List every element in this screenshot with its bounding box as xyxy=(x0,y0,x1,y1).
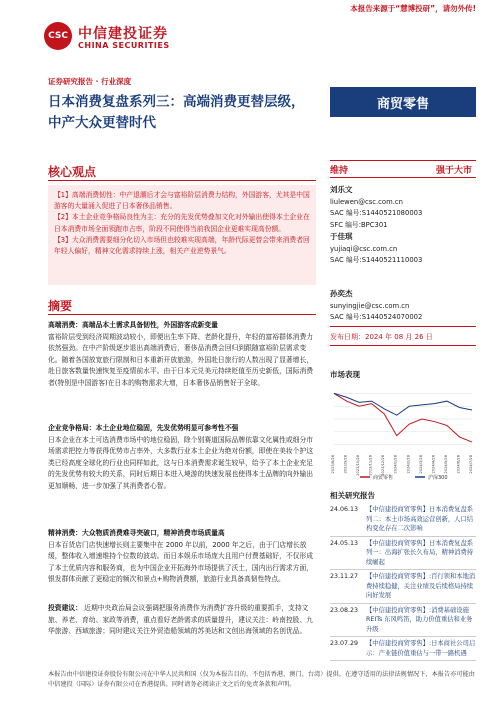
key-points-box xyxy=(48,185,316,285)
analyst-email[interactable]: liulewen@csc.com.cn xyxy=(330,197,403,206)
analyst-name: 刘乐文 xyxy=(330,185,353,194)
summary-paragraph: 精神消费：大众物质消费难寻突破口，精神消费市场质量高 日本百货店门店快速增长则主要集中在 2000 年以前，2000 年之后，由于门店增长放缓，整体收入增速维持个位数的波动。而日本娱乐市场庞大且用户付费基础好，不仅形成了本土优质内容和服务商，也为中国企业开拓海外市场提供了沃土，国内出行需求方面，银发群体贡献了更稳定的频次和景点+购物消费额，旅游行业具备高韧性特点。 xyxy=(48,529,314,584)
x-tick-label: 2023/8/28 xyxy=(331,455,335,474)
x-tick-label: 2023/12/28 xyxy=(381,455,386,476)
rating-value: 强于大市 xyxy=(435,166,472,176)
summary-lead: 投资建议： xyxy=(48,604,82,612)
analyst-block: 刘乐文 liulewen@csc.com.cn SAC 编号:S1440521080003 SFC 编号:BPC301 于佳琪 yujiaqi@csc.com.cn SAC 编号:S1440521110003 xyxy=(330,185,423,264)
analyst-name: 于佳琪 xyxy=(330,232,353,241)
related-row[interactable]: 23.08.23 【中信建投商贸零售】:消费基础设施 REITs 东风鸣笛，助力价值重估和业务升级 xyxy=(330,604,476,638)
key-points-heading: 核心观点 xyxy=(48,165,97,179)
divider xyxy=(48,314,316,315)
x-tick-label: 2023/11/28 xyxy=(368,455,373,476)
legend-label: 沪深300 xyxy=(428,475,448,481)
rating-label: 维持 xyxy=(330,166,349,176)
sector-label: 商贸零售 xyxy=(330,87,476,117)
related-table xyxy=(330,503,476,661)
rating-row xyxy=(330,160,476,178)
footer-disclaimer: 本报告由中信建投证券股份有限公司在中华人民共和国（仅为本报告目的，不包括香港、澳门、台湾）提供。在遵守适用的法律法规情况下，本报告亦可能由中信建投（国际）证券有限公司在香港提供。同时请务必阅读正文之后的免责条款和声明。 xyxy=(48,671,475,688)
x-tick-label: 2023/10/28 xyxy=(356,455,361,476)
x-tick-label: 2024/1/28 xyxy=(393,455,398,474)
summary-lead: 精神消费：大众物质消费难寻突破口，精神消费市场质量高 xyxy=(48,529,225,537)
x-tick-label: 2024/6/28 xyxy=(456,455,461,474)
chart-title: 市场表现 xyxy=(330,370,360,379)
analyst-email[interactable]: yujiaqi@csc.com.cn xyxy=(330,244,398,253)
legend-label: 商贸零售 xyxy=(373,475,394,481)
report-series: 证券研究报告 · 行业深度 xyxy=(48,77,132,86)
divider xyxy=(330,326,476,327)
related-title: 相关研究报告 xyxy=(330,491,375,500)
divider xyxy=(330,345,476,346)
summary-lead: 高端消费：高端品本土需求具备韧性，外国游客成新变量 xyxy=(48,321,218,329)
key-point: 【3】大众消费需要细分化切入市场但也较难实现高端，年龄代际更替会带来消费者回年轻人偏好，精神文化需求持续上涨，相关产业逆势景气。 xyxy=(54,235,310,256)
summary-paragraph: 投资建议： 近期中央政治局会议强调把服务消费作为消费扩容升级的重要抓手，支持文旅、养老、育幼、家政等消费，重点看好老龄需求的质量提升，建议关注：岭南控股、九华旅游、西域旅游；同时建议关注外贸造船领域的苏美达和文创出海领域的名创优品。 xyxy=(48,604,314,636)
market-chart xyxy=(330,381,476,481)
company-logo-icon: CSC xyxy=(44,22,72,50)
related-row[interactable]: 24.06.13 【中信建投商贸零售】日本消费复盘系列二：本土市场高效运营创新，人口结构变化存在二次影响 xyxy=(330,503,476,537)
x-tick-label: 2024/7/28 xyxy=(469,455,473,474)
analyst-block: 孙奕杰 sunyingjie@csc.com.cn SAC 编号:S1440524070002 xyxy=(330,289,423,321)
publish-date: 发布日期：2024 年 08 月 26 日 xyxy=(330,333,433,341)
summary-paragraph: 高端消费：高端品本土需求具备韧性，外国游客成新变量 富裕阶层受到经济周期波动较小，即便出生率下降、老龄化提升，年轻的富裕群体消费力依然强劲。在中产阶级逐步退出高端消费后，奢侈品消费会回归到跟随富裕阶层需求变化。随着各国放宽旅行限制和日本重新开放旅游，外国赴日旅行的人数出现了显著增长，赴日旅客数量快速恢复至疫情前水平。由于日本元兑美元持续贬值至历史新低，国际消费者(特别是中国游客)在日本的购物需求大增，日本奢侈品销售好于全球。 xyxy=(48,321,314,387)
divider xyxy=(48,180,316,181)
x-tick-label: 2024/4/28 xyxy=(431,455,436,474)
key-point: 【1】高端消费韧性：中产退潮后才会与富裕阶层消费力结构，外国游客，尤其是中国游客的大量涌入促进了日本奢侈品销售。 xyxy=(54,191,310,211)
summary-lead: 企业竞争格局：本土企业地位稳固，先发优势明显可参考性不强 xyxy=(48,424,239,432)
related-row[interactable]: 23.07.29 【中信建投商贸零售】:日本商社公司启示：产业链价值重估与一带一路机遇 xyxy=(330,637,476,661)
related-row[interactable]: 23.11.27 【中信建投商贸零售】:百行领和本地消费持续稳健，关注业绩及后续格局持续向好发展 xyxy=(330,570,476,604)
key-point: 【2】本土企业竞争格局良性为主：充分的先发优势叠加文化对外输出使得本土企业在日本消费市场全面领跑市占率，阶段不同使得当前我国企业更难实现高份额。 xyxy=(54,213,310,233)
x-tick-label: 2024/5/28 xyxy=(443,455,448,474)
summary-paragraph: 企业竞争格局：本土企业地位稳固，先发优势明显可参考性不强 日本企业在本土可选消费市场中的地位稳固，除个别赛道国际品牌依靠文化属性或细分市场需求把控力等获得优势市占率外，大多数行业本土企业为绝对份额，即使在美妆个护这类已经高度全球化的行业也同样如此，这与日本消费需求诞生较早，给予了本土企业充足的先发优势有较大的关系，同时后期日本进入境游的快速发展也使得本土品牌的向外输出更加顺畅，进一步加强了其消费者心智。 xyxy=(48,424,314,490)
x-tick-label: 2024/3/28 xyxy=(418,455,423,474)
top-note: 本报告来源于“慧博投研”，请勿外传! xyxy=(350,4,476,13)
related-row[interactable]: 24.05.13 【中信建投商贸零售】日本消费复盘系列一：出海扩张长久布局，精神消费持续崛起 xyxy=(330,537,476,571)
analyst-name: 孙奕杰 xyxy=(330,289,353,298)
logo-en: CHINA SECURITIES xyxy=(78,41,170,50)
page-title: 日本消费复盘系列三：高端消费更替层级，中产大众更替时代 xyxy=(48,94,305,131)
x-tick-label: 2024/2/28 xyxy=(406,455,411,474)
summary-heading: 摘要 xyxy=(48,299,73,313)
analyst-email[interactable]: sunyingjie@csc.com.cn xyxy=(330,301,410,310)
logo-cn: 中信建投证券 xyxy=(78,26,168,42)
x-tick-label: 2023/9/28 xyxy=(343,455,348,474)
